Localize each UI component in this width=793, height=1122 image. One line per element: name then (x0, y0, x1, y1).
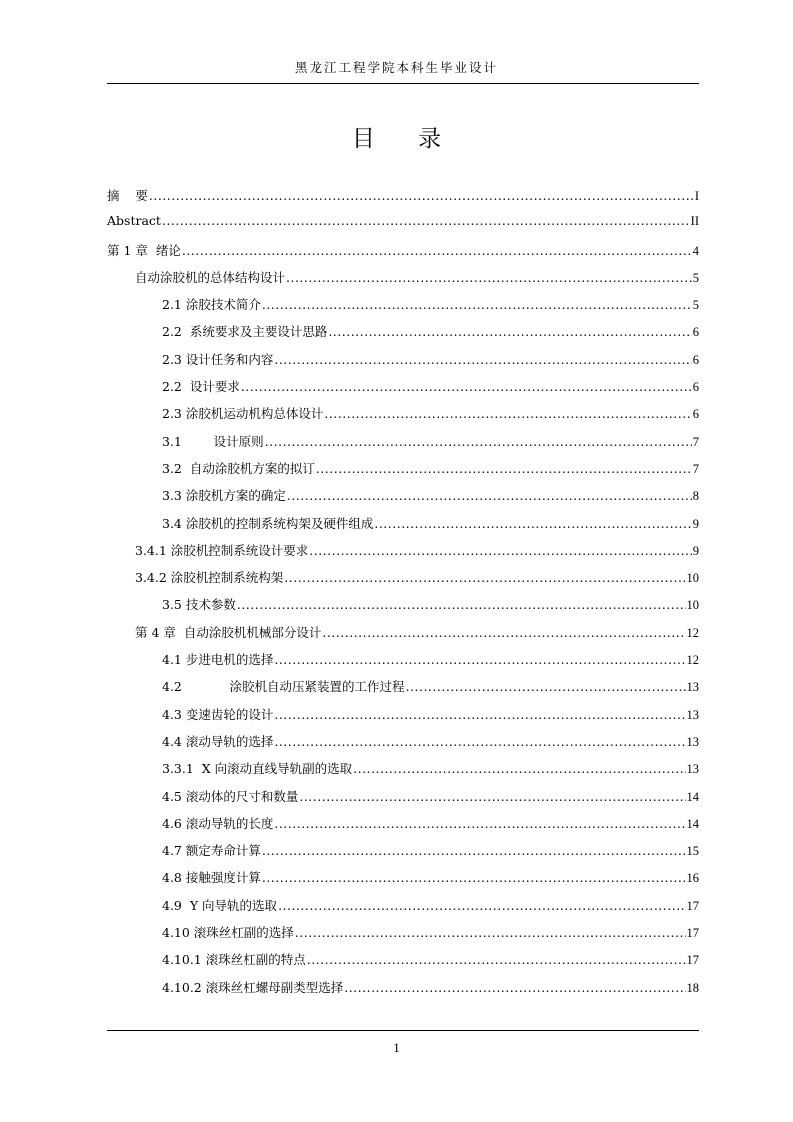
toc-entry[interactable] (107, 268, 699, 295)
toc-entry-page: 6 (692, 407, 699, 422)
toc-leader-dots (307, 952, 686, 967)
toc-entry-label: 4.8 接触强度计算 (162, 870, 261, 886)
toc-leader-dots (182, 243, 692, 258)
toc-entry[interactable] (107, 950, 699, 977)
toc-entry[interactable] (107, 650, 699, 677)
toc-leader-dots (344, 980, 685, 995)
toc-entry-page: 14 (686, 816, 699, 831)
table-of-contents (107, 186, 699, 1005)
toc-entry-label: 4.7 额定寿命计算 (162, 843, 261, 859)
toc-leader-dots (286, 270, 692, 285)
toc-entry-page: 12 (686, 653, 699, 668)
toc-entry[interactable] (107, 213, 699, 240)
toc-entry-label: 4.9 Y 向导轨的选取 (162, 897, 278, 913)
toc-entry[interactable] (107, 295, 699, 322)
toc-title: 目 录 (351, 126, 460, 152)
toc-entry-label: 3.4.2 涂胶机控制系统构架 (135, 570, 284, 586)
toc-leader-dots (262, 843, 686, 858)
toc-entry-page: 17 (686, 926, 699, 941)
toc-entry[interactable] (107, 459, 699, 486)
toc-entry-label: 4.10.1 滚珠丝杠副的特点 (162, 952, 306, 968)
toc-entry-page: 13 (686, 707, 699, 722)
toc-entry-label: 自动涂胶机的总体结构设计 (135, 269, 286, 285)
toc-leader-dots (374, 516, 691, 531)
toc-leader-dots (328, 324, 691, 339)
toc-leader-dots (406, 679, 686, 694)
toc-entry[interactable] (107, 623, 699, 650)
toc-entry[interactable] (107, 787, 699, 814)
toc-entry-page: 9 (692, 516, 699, 531)
toc-leader-dots (274, 352, 691, 367)
toc-entry[interactable] (107, 404, 699, 431)
toc-entry-page: 5 (692, 298, 699, 313)
toc-entry-page: 18 (686, 980, 699, 995)
toc-leader-dots (324, 406, 691, 421)
footer-rule (107, 1030, 699, 1031)
toc-entry[interactable] (107, 322, 699, 349)
toc-entry-label: 2.1 涂胶技术简介 (162, 297, 261, 313)
toc-entry[interactable] (107, 377, 699, 404)
toc-entry-page: 5 (692, 270, 699, 285)
toc-entry-page: 13 (686, 762, 699, 777)
toc-entry-page: 14 (686, 789, 699, 804)
toc-entry-label: 4.10.2 滚珠丝杠螺母副类型选择 (162, 979, 344, 995)
toc-entry[interactable] (107, 432, 699, 459)
toc-entry-page: II (690, 214, 699, 229)
toc-entry[interactable] (107, 923, 699, 950)
toc-entry[interactable] (107, 677, 699, 704)
toc-entry-page: 13 (686, 680, 699, 695)
toc-entry-label: 3.1 设计原则 (162, 433, 264, 449)
toc-entry[interactable] (107, 759, 699, 786)
toc-entry-page: 10 (686, 571, 699, 586)
toc-entry[interactable] (107, 978, 699, 1005)
toc-leader-dots (278, 898, 685, 913)
page-header: 黑龙江工程学院本科生毕业设计 (294, 60, 498, 75)
toc-entry[interactable] (107, 732, 699, 759)
toc-entry-label: 3.4.1 涂胶机控制系统设计要求 (135, 542, 309, 558)
page-number: 1 (393, 1040, 400, 1055)
toc-leader-dots (274, 816, 685, 831)
toc-entry-label: 2.3 设计任务和内容 (162, 351, 274, 367)
toc-entry-label: 2.3 涂胶机运动机构总体设计 (162, 406, 324, 422)
toc-entry[interactable] (107, 486, 699, 513)
toc-entry-label: 3.3.1 X 向滚动直线导轨副的选取 (162, 761, 353, 777)
toc-entry[interactable] (107, 705, 699, 732)
toc-entry-page: 9 (692, 543, 699, 558)
toc-entry-label: 2.2 系统要求及主要设计思路 (162, 324, 328, 340)
toc-entry-page: 17 (686, 953, 699, 968)
toc-entry-label: 4.4 滚动导轨的选择 (162, 733, 274, 749)
header-rule (107, 83, 699, 84)
toc-leader-dots (265, 434, 692, 449)
toc-leader-dots (295, 925, 686, 940)
toc-leader-dots (316, 461, 692, 476)
toc-entry[interactable] (107, 186, 699, 213)
toc-leader-dots (237, 597, 686, 612)
toc-entry-page: 13 (686, 734, 699, 749)
toc-entry-label: 第 4 章 自动涂胶机机械部分设计 (135, 624, 322, 640)
toc-entry[interactable] (107, 568, 699, 595)
toc-entry-page: 4 (692, 243, 699, 258)
toc-entry-label: 3.2 自动涂胶机方案的拟订 (162, 460, 315, 476)
toc-entry-label: 4.2 涂胶机自动压紧装置的工作过程 (162, 679, 405, 695)
toc-entry-page: 7 (692, 461, 699, 476)
toc-leader-dots (262, 297, 692, 312)
toc-entry[interactable] (107, 814, 699, 841)
toc-entry-label: 3.3 涂胶机方案的确定 (162, 488, 286, 504)
toc-leader-dots (322, 625, 685, 640)
toc-leader-dots (149, 188, 694, 203)
toc-entry[interactable] (107, 541, 699, 568)
toc-entry-page: 6 (692, 325, 699, 340)
toc-entry-label: 3.4 涂胶机的控制系统构架及硬件组成 (162, 515, 374, 531)
toc-entry[interactable] (107, 841, 699, 868)
toc-entry-label: 4.1 步进电机的选择 (162, 652, 274, 668)
toc-leader-dots (299, 789, 685, 804)
toc-leader-dots (353, 761, 685, 776)
toc-entry[interactable] (107, 514, 699, 541)
toc-entry[interactable] (107, 595, 699, 622)
toc-leader-dots (262, 870, 686, 885)
toc-entry-page: 8 (692, 489, 699, 504)
toc-entry-page: 12 (686, 625, 699, 640)
toc-entry-label: 4.3 变速齿轮的设计 (162, 706, 274, 722)
toc-leader-dots (309, 543, 691, 558)
toc-entry-page: 7 (692, 434, 699, 449)
toc-leader-dots (162, 213, 690, 228)
toc-entry-label: 4.6 滚动导轨的长度 (162, 815, 274, 831)
toc-entry-page: 17 (686, 898, 699, 913)
toc-leader-dots (274, 707, 685, 722)
toc-entry-label: Abstract (107, 213, 161, 229)
toc-entry-page: 6 (692, 380, 699, 395)
toc-entry-page: 10 (686, 598, 699, 613)
toc-entry-label: 3.5 技术参数 (162, 597, 236, 613)
toc-entry-label: 4.5 滚动体的尺寸和数量 (162, 788, 299, 804)
toc-entry[interactable] (107, 868, 699, 895)
toc-entry-page: 15 (686, 844, 699, 859)
toc-entry-label: 2.2 设计要求 (162, 379, 240, 395)
toc-entry[interactable] (107, 241, 699, 268)
toc-leader-dots (274, 652, 685, 667)
toc-entry-page: I (694, 189, 699, 203)
toc-entry-label: 4.10 滚珠丝杠副的选择 (162, 925, 294, 941)
toc-leader-dots (241, 379, 692, 394)
toc-leader-dots (284, 570, 685, 585)
toc-leader-dots (274, 734, 685, 749)
toc-entry-label: 第 1 章 绪论 (107, 242, 181, 258)
toc-entry[interactable] (107, 350, 699, 377)
toc-leader-dots (287, 488, 692, 503)
toc-entry-label: 摘 要 (107, 188, 148, 203)
toc-entry-page: 6 (692, 352, 699, 367)
toc-entry[interactable] (107, 896, 699, 923)
toc-entry-page: 16 (686, 871, 699, 886)
